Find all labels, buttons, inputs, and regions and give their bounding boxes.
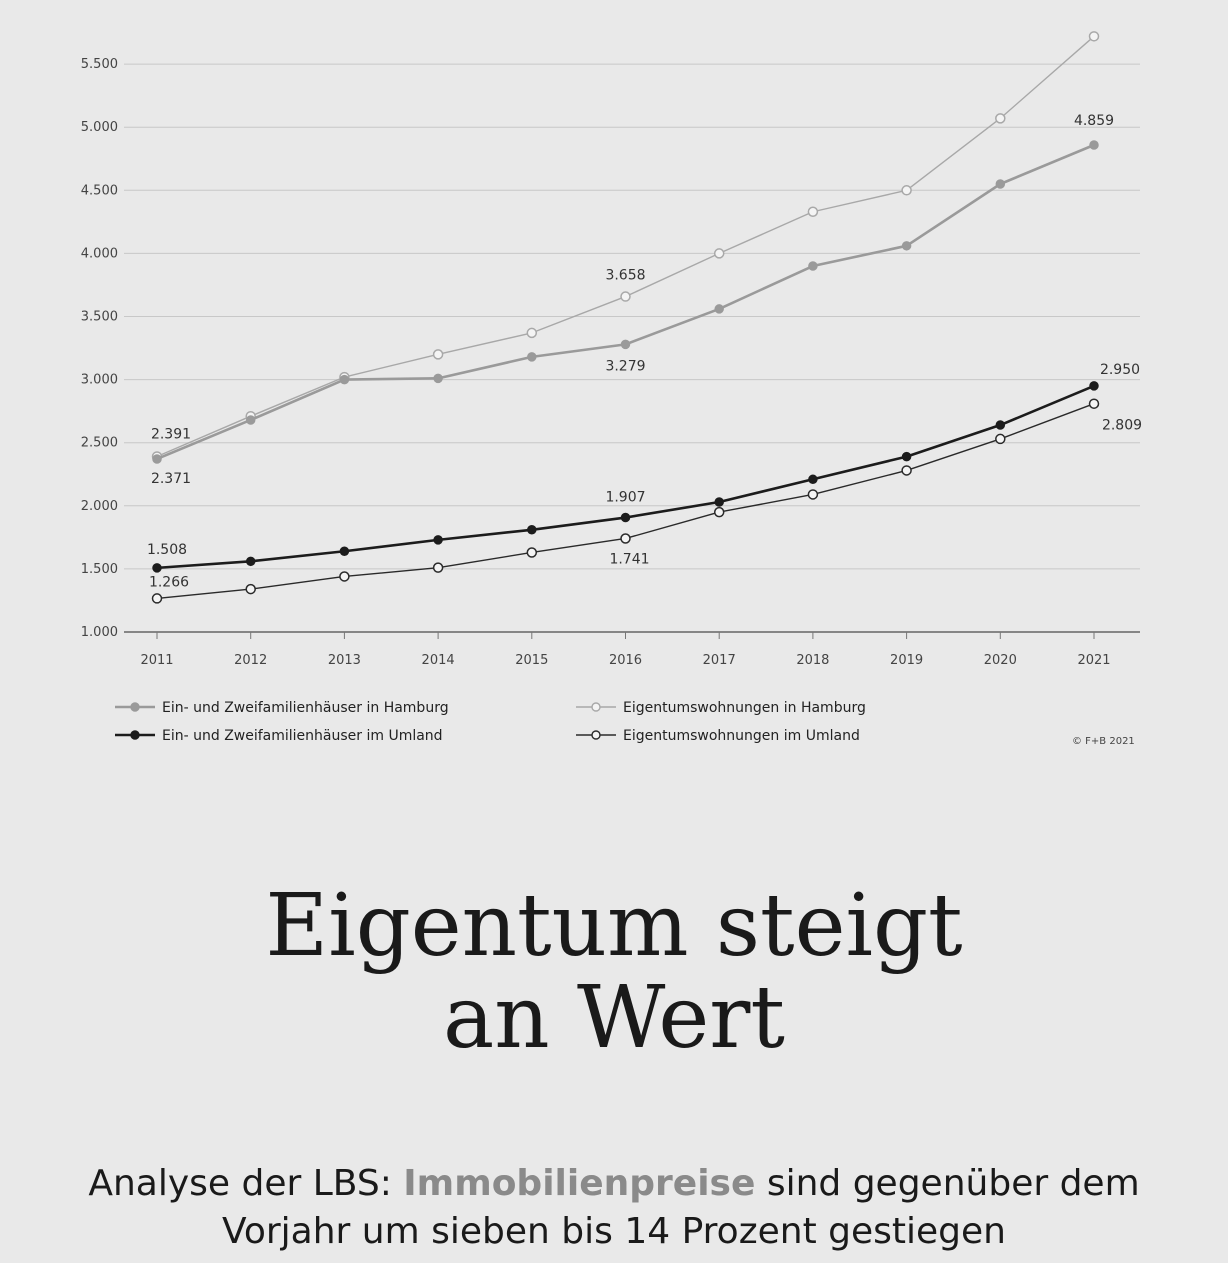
y-tick-label: 2.000 [80,498,118,514]
y-tick-label: 5.000 [80,120,118,136]
x-tick-label: 2015 [515,653,549,668]
data-label: 2.950 [1099,361,1141,378]
series-line [157,36,1094,456]
copyright-note: © F+B 2021 [1072,736,1135,747]
y-tick-label: 1.000 [80,625,118,640]
x-tick-label: 2017 [702,653,736,668]
data-label: 2.809 [1101,417,1143,434]
data-point [247,557,255,565]
data-label: 3.658 [605,267,646,284]
chart-legend [115,700,866,744]
article-subheadline [0,1160,1228,1256]
data-point [340,572,349,581]
data-label: 4.859 [1073,112,1115,129]
legend-swatch-marker [592,731,600,739]
data-point [340,547,348,555]
subhead-prefix: Analyse der LBS: [88,1163,404,1204]
data-point [715,305,723,313]
data-point [528,526,536,534]
data-point [434,536,442,544]
subhead-line-2: Vorjahr um sieben bis 14 Prozent gestiegen [222,1211,1006,1252]
data-label: 3.279 [605,358,646,375]
data-label: 2.371 [150,470,192,487]
y-tick-label: 5.500 [80,57,118,73]
data-point [808,207,817,216]
data-point [1090,399,1099,408]
data-point [622,340,630,348]
legend-swatch-marker [592,703,600,711]
x-tick-label: 2011 [140,653,174,668]
data-label: 1.266 [148,574,190,591]
data-point [996,434,1005,443]
data-point [715,498,723,506]
y-tick-label: 3.000 [80,372,118,388]
x-tick-label: 2012 [234,653,268,668]
y-tick-label: 2.500 [80,435,118,451]
data-point [902,186,911,195]
data-point [246,585,255,594]
data-point [715,508,724,517]
data-point [621,292,630,301]
subhead-line-1 [0,1160,1228,1208]
legend-entry: Eigentumswohnungen in Hamburg [623,700,866,716]
legend-swatch-marker [131,703,139,711]
headline-line-1: Eigentum steigt [265,876,963,976]
data-label: 1.741 [609,551,650,568]
data-point [434,350,443,359]
data-point [527,328,536,337]
data-point [434,374,442,382]
data-point [247,416,255,424]
x-tick-label: 2020 [983,653,1017,668]
data-point [153,564,161,572]
x-tick-label: 2018 [796,653,830,668]
data-point [715,249,724,258]
y-tick-label: 1.500 [80,561,118,577]
data-point [809,262,817,270]
data-point [902,466,911,475]
x-axis [140,632,1110,668]
data-point [527,548,536,557]
data-point [434,563,443,572]
data-point [153,455,161,463]
data-point [903,453,911,461]
data-point [996,421,1004,429]
x-tick-label: 2021 [1077,653,1111,668]
x-tick-label: 2016 [608,653,643,668]
data-point [621,534,630,543]
data-label: 1.907 [605,489,646,506]
data-labels [147,113,1142,590]
headline-line-2: an Wert [443,968,785,1068]
data-point [340,376,348,384]
data-point [528,353,536,361]
data-point [1090,141,1098,149]
article-headline [0,876,1228,1068]
legend-swatch-marker [131,731,139,739]
x-tick-label: 2013 [327,653,361,668]
y-tick-label: 4.500 [80,183,118,199]
data-point [1090,32,1099,41]
data-point [622,514,630,522]
x-tick-label: 2019 [890,653,924,668]
x-tick-label: 2014 [421,653,455,668]
series-line [157,145,1094,459]
data-point [1090,382,1098,390]
legend-entry: Eigentumswohnungen im Umland [623,728,860,744]
y-tick-label: 4.000 [80,246,118,262]
legend-entry: Ein- und Zweifamilienhäuser in Hamburg [162,700,449,716]
subhead-highlight: Immobilienpreise [403,1163,756,1204]
data-point [153,594,162,603]
data-point [903,242,911,250]
data-label: 2.391 [150,426,192,443]
chart-series [150,32,1099,603]
data-point [809,475,817,483]
legend-entry: Ein- und Zweifamilienhäuser im Umland [162,728,443,744]
data-point [996,180,1004,188]
data-label: 1.508 [146,541,188,558]
subhead-suffix: sind gegenüber dem [755,1163,1140,1204]
data-point [996,114,1005,123]
data-point [808,490,817,499]
y-tick-label: 3.500 [80,309,118,325]
